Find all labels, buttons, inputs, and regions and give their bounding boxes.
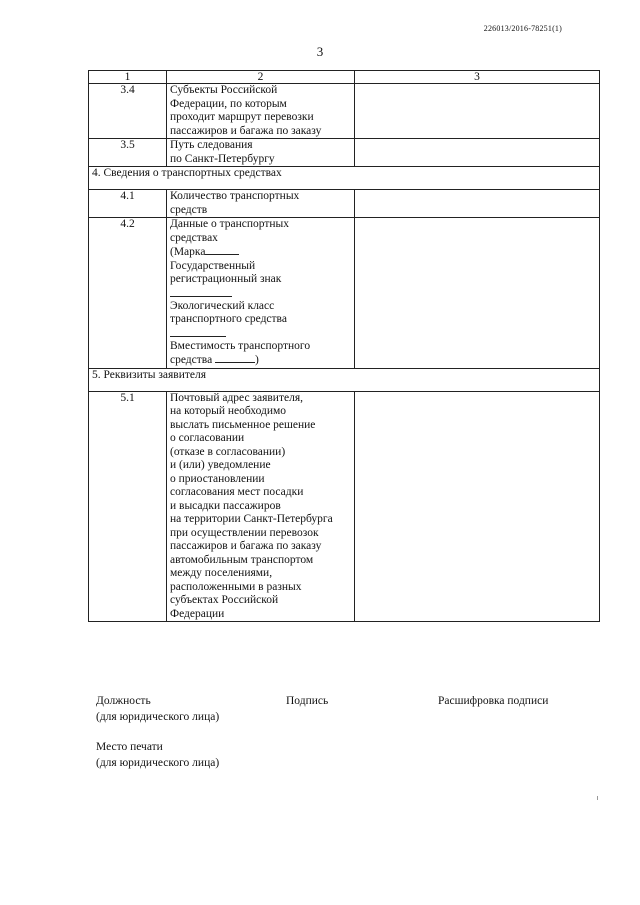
label-line: по Санкт-Петербургу — [170, 152, 275, 165]
label-line: на который необходимо — [170, 405, 287, 417]
section-heading: 4. Сведения о транспортных средствах — [89, 167, 600, 190]
label-line: между поселениями, — [170, 567, 273, 579]
blank-line — [170, 327, 226, 337]
label-line: при осуществлении перевозок — [170, 526, 319, 539]
row-number: 5.1 — [89, 391, 167, 622]
label-line: согласования мест посадки — [170, 486, 304, 498]
label-line: средств — [170, 203, 208, 216]
closing-paren: ) — [255, 354, 259, 366]
row-number: 4.1 — [89, 190, 167, 218]
signature-decoding-label: Расшифровка подписи — [438, 695, 549, 707]
scan-speck — [597, 796, 598, 800]
form-table — [88, 70, 600, 622]
label-line: и (или) уведомление — [170, 459, 271, 471]
label-line: Государственный — [170, 259, 256, 272]
section-heading: 5. Реквизиты заявителя — [89, 368, 600, 391]
document-number: 226013/2016-78251(1) — [483, 24, 562, 33]
table-row-4-1 — [89, 190, 600, 218]
column-header-1: 1 — [89, 71, 167, 84]
label-line: на территории Санкт-Петербурга — [170, 513, 333, 525]
label-line: проходит маршрут перевозки — [170, 111, 314, 123]
label-line: пассажиров и багажа по заказу — [170, 124, 322, 137]
label-line: средствах — [170, 231, 218, 244]
blank-line — [215, 353, 255, 363]
label-line: о согласовании — [170, 432, 245, 444]
label-line: Федерации, по которым — [170, 97, 287, 110]
column-header-3: 3 — [355, 71, 600, 84]
row-number: 3.4 — [89, 84, 167, 139]
label-line: регистрационный знак — [170, 273, 282, 285]
row-label — [167, 84, 355, 139]
label-line: о приостановлении — [170, 472, 265, 485]
page-number: 3 — [316, 44, 324, 59]
row-number: 4.2 — [89, 218, 167, 369]
label-line: расположенными в разных — [170, 580, 302, 593]
label-line: Почтовый адрес заявителя, — [170, 391, 303, 404]
signature-position-label: Должность — [96, 695, 151, 707]
seal-note: (для юридического лица) — [96, 757, 220, 769]
signature-position-note: (для юридического лица) — [96, 711, 220, 723]
row-value-field[interactable] — [355, 139, 600, 167]
table-row-5-1 — [89, 391, 600, 622]
label-line: Количество транспортных — [170, 190, 300, 202]
label-line: автомобильным транспортом — [170, 553, 314, 566]
table-header-row — [89, 71, 600, 84]
label-line: Экологический класс — [170, 299, 275, 312]
row-value-field[interactable] — [355, 218, 600, 369]
label-line: и высадки пассажиров — [170, 499, 281, 512]
label-line: Федерации — [170, 607, 225, 620]
section-row-4 — [89, 167, 600, 190]
label-line: Субъекты Российской — [170, 84, 278, 96]
label-line: пассажиров и багажа по заказу — [170, 540, 322, 552]
table-row-4-2 — [89, 218, 600, 369]
label-line: транспортного средства — [170, 313, 287, 325]
label-line: выслать письменное решение — [170, 418, 316, 431]
label-line: Вместимость транспортного — [170, 339, 311, 352]
seal-label: Место печати — [96, 741, 163, 753]
blank-line — [205, 245, 239, 255]
row-value-field[interactable] — [355, 190, 600, 218]
row-value-field[interactable] — [355, 391, 600, 622]
column-header-2: 2 — [167, 71, 355, 84]
row-number: 3.5 — [89, 139, 167, 167]
label-line: (отказе в согласовании) — [170, 445, 286, 458]
row-label — [167, 218, 355, 369]
label-line: субъектах Российской — [170, 594, 279, 606]
label-line: Путь следования — [170, 139, 253, 151]
blank-line — [170, 287, 232, 297]
table-row-3-4 — [89, 84, 600, 139]
label-line: Данные о транспортных — [170, 218, 290, 230]
row-label — [167, 190, 355, 218]
label-line: (Марка — [170, 246, 206, 258]
row-label — [167, 139, 355, 167]
table-row-3-5 — [89, 139, 600, 167]
label-line: средства — [170, 354, 213, 366]
signature-label: Подпись — [286, 695, 329, 707]
row-label — [167, 391, 355, 622]
row-value-field[interactable] — [355, 84, 600, 139]
section-row-5 — [89, 368, 600, 391]
